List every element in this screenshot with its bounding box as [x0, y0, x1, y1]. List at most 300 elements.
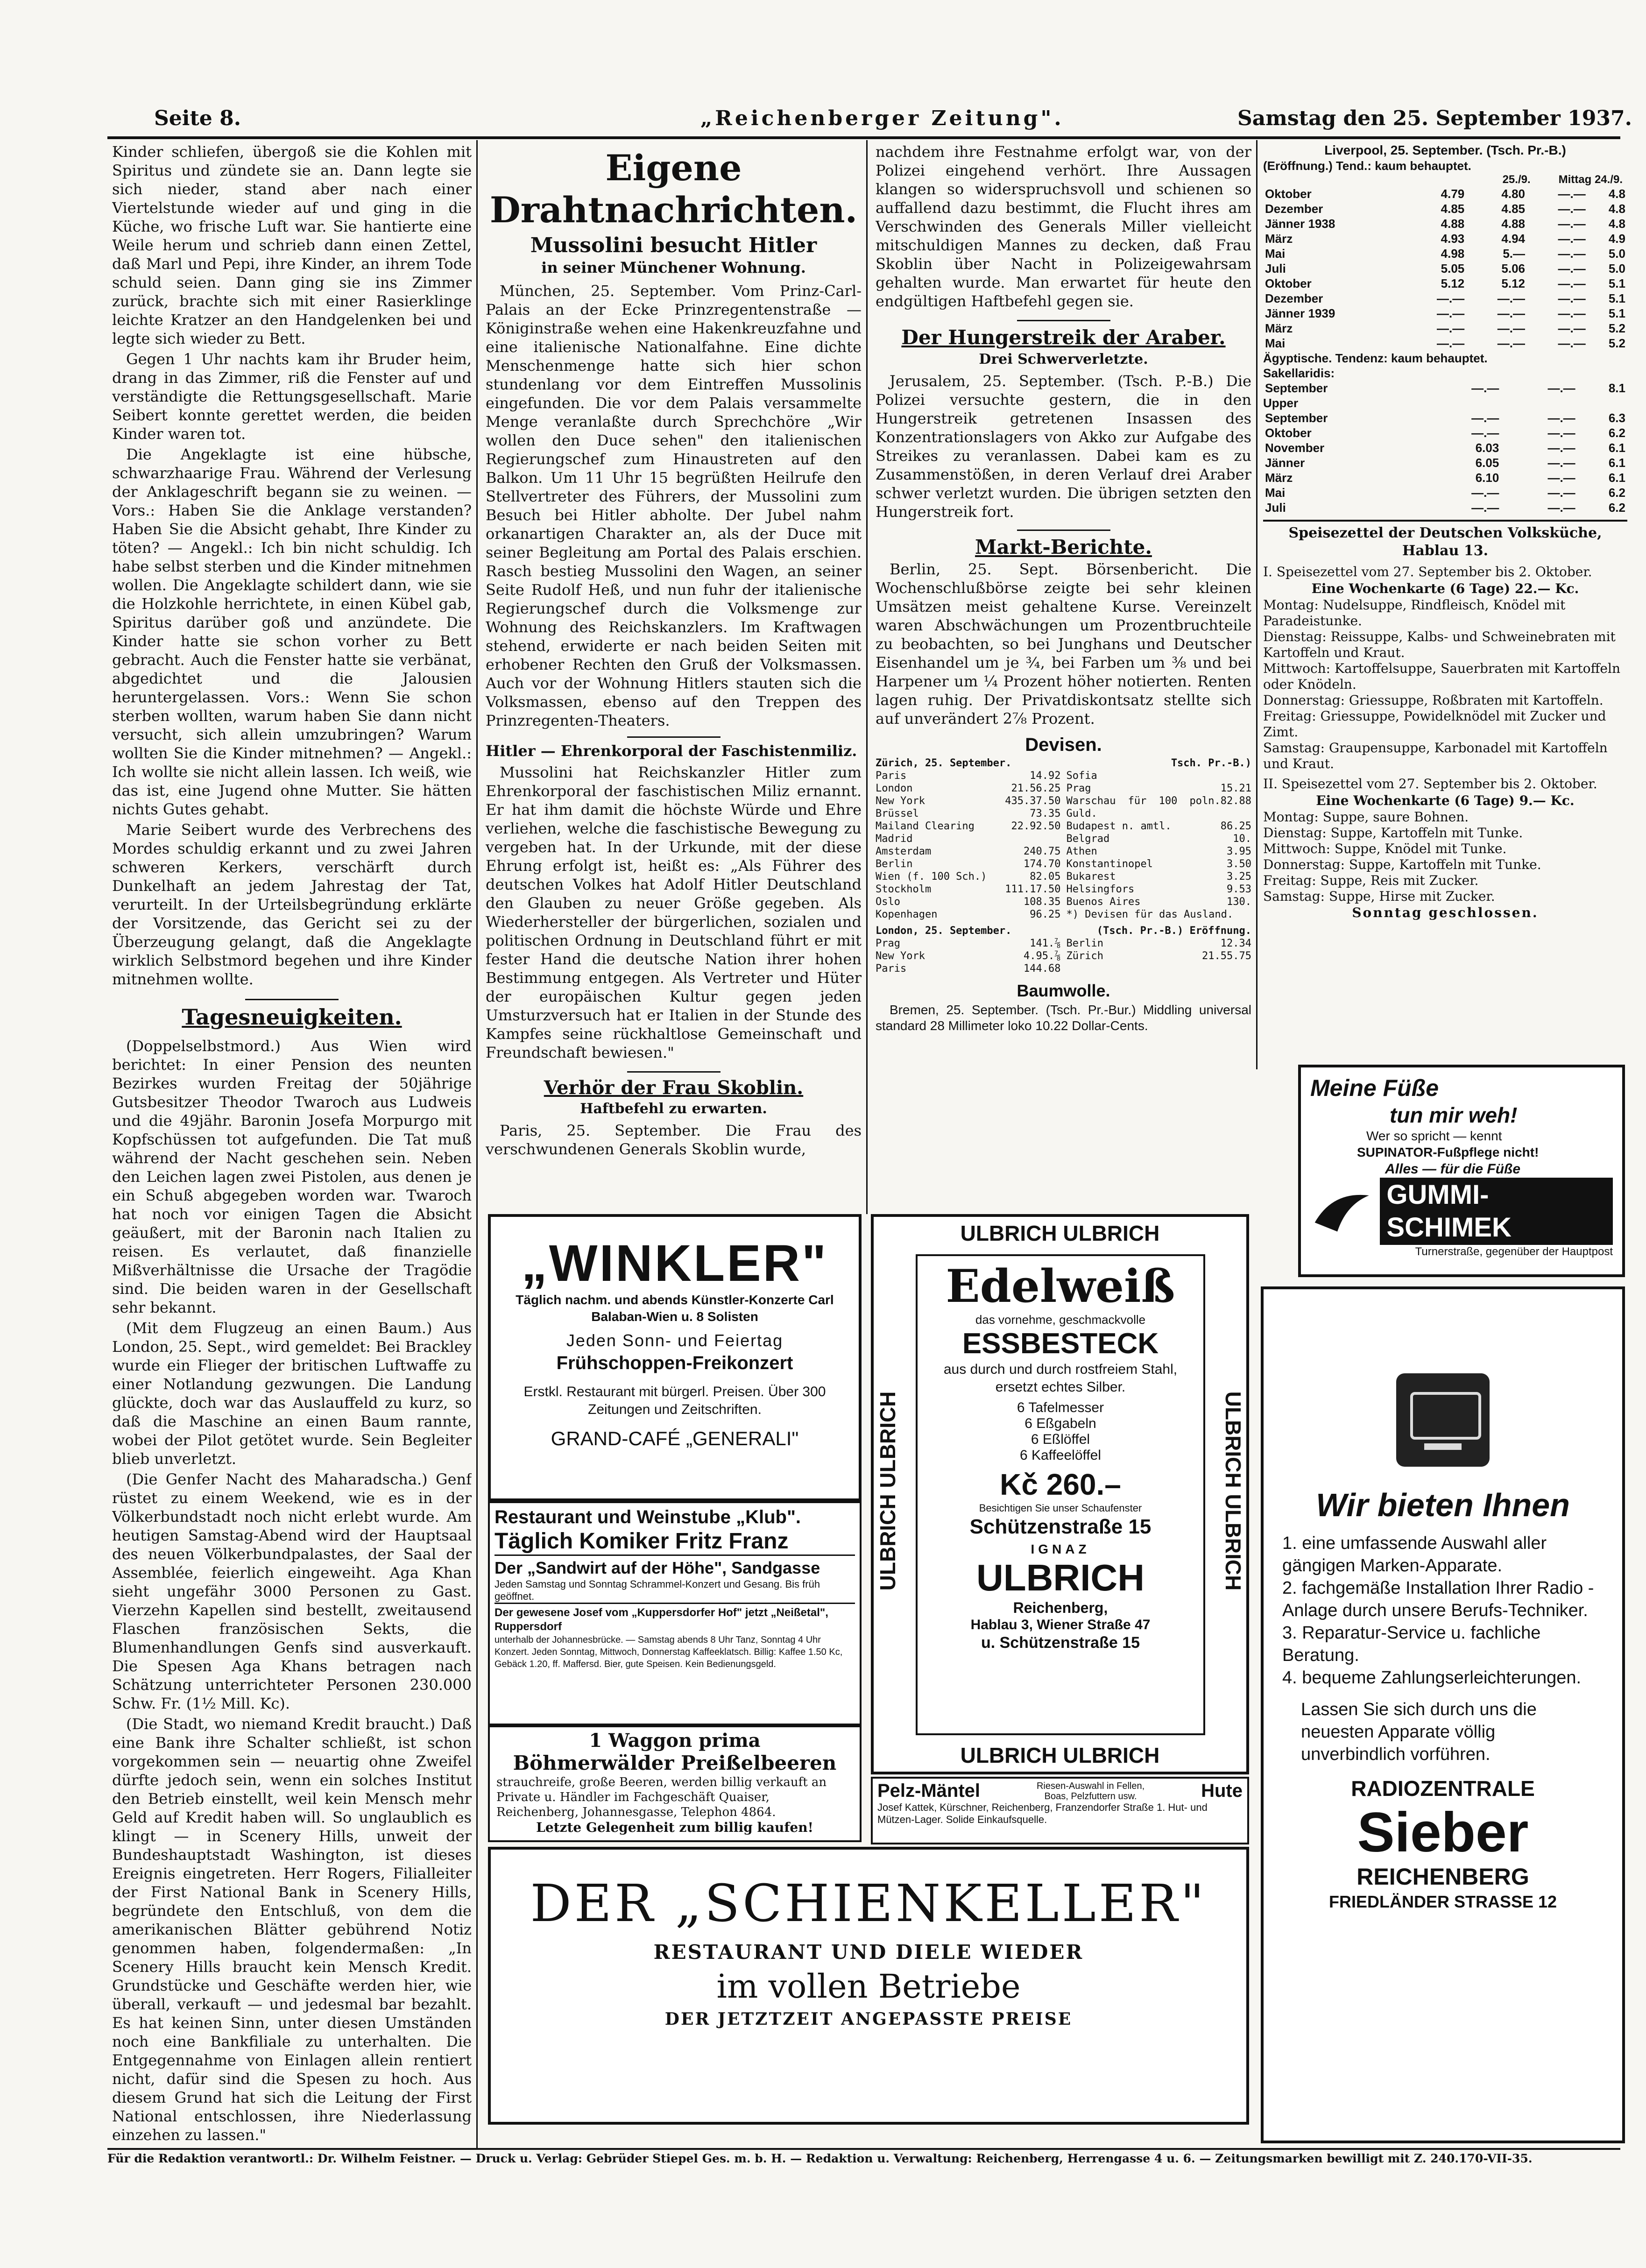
- london-row: [876, 937, 1061, 950]
- ad-text: REICHENBERG: [1356, 1864, 1529, 1890]
- table-row: [1263, 216, 1627, 231]
- menu-item: Freitag: Griessuppe, Powidelknödel mit Zucker und Zimt.: [1263, 708, 1606, 740]
- menu-item: Mittwoch: Kartoffelsuppe, Sauerbraten mit Kartoffeln oder Knödeln.: [1263, 661, 1620, 692]
- table-cell: —.—: [1547, 381, 1575, 395]
- table-row: [1263, 425, 1627, 440]
- table-cell: Mai: [1265, 247, 1286, 261]
- ad-text: Letzte Gelegenheit zum billig kaufen!: [536, 1820, 813, 1835]
- article-paragraph: Jerusalem, 25. September. (Tsch. P.-B.) Die Polizei versuchte gestern, die in den Hungerstreik getretenen Insassen des Konzentrationslagers von Akko zur Aufgabe des Streikes zu veranlassen. Dabei kam es zu Zusammenstößen, in deren Verlauf drei Araber schwer verletzt wurden. Die übrigen setzten den Hungerstreik fort.: [876, 372, 1251, 521]
- column-1: [112, 142, 472, 2146]
- table-cell: 4.8: [1608, 202, 1625, 216]
- devisen-row-label: Budapest n. amtl.: [1066, 820, 1172, 832]
- table-cell: —.—: [1437, 291, 1465, 305]
- london-row: [876, 962, 1061, 975]
- liverpool-heading: Liverpool, 25. September. (Tsch. Pr.-B.): [1324, 143, 1566, 157]
- table-cell: 5.05: [1441, 261, 1465, 276]
- ad-text: ULBRICH: [976, 1557, 1144, 1598]
- table-cell: —.—: [1547, 471, 1575, 485]
- london-row: [876, 950, 1061, 962]
- ad-text: Der „Sandwirt auf der Höhe", Sandgasse: [495, 1554, 855, 1578]
- devisen-row: [1067, 770, 1252, 782]
- speisezettel-1-list: [1263, 597, 1627, 772]
- devisen-row-label: Kopenhagen: [876, 909, 938, 920]
- table-cell: 6.2: [1608, 426, 1625, 440]
- ad-brand: GUMMI-SCHIMEK: [1380, 1178, 1613, 1245]
- devisen-row: [876, 845, 1061, 858]
- table-row: [1263, 231, 1627, 246]
- ad-text: Der gewesene Josef vom „Kuppersdorfer Hof" jetzt „Neißetal", Ruppersdorf: [495, 1603, 855, 1634]
- ad-text: das vornehme, geschmackvolle: [975, 1313, 1146, 1327]
- ad-text: ESSBESTECK: [962, 1328, 1159, 1360]
- menu-item: Montag: Nudelsuppe, Rindfleisch, Knödel mit Paradeistunke.: [1263, 597, 1566, 629]
- devisen-row: [1067, 820, 1252, 833]
- devisen-row-value: 108.35: [1024, 896, 1061, 908]
- article-paragraph: nachdem ihre Festnahme erfolgt war, von der Polizei eingehend verhört. Ihre Aussagen klangen so widerspruchsvoll und schienen so auffallend dazu bestimmt, die Flucht ihres am Verschwinden des Generals Miller vielleicht mitschuldigen Mannes zu decken, daß Frau Skoblin über Nacht in Polizeigewahrsam gehalten wurde. Man erwartet für heute den endgültigen Haftbefehl gegen sie.: [876, 143, 1251, 310]
- ad-text: Hablau 3, Wiener Straße 47: [970, 1617, 1151, 1632]
- london-row-value: 21.55.75: [1202, 950, 1251, 962]
- article-paragraph: (Doppelselbstmord.) Aus Wien wird berichtet: In einer Pension des neunten Bezirkes wurden Freitag der 50jährige Gutsbesitzer Theodor Twaroch aus Ludweis und die 49jähr. Baronin Josefa Morpurgo mit Kopfschüssen tot aufgefunden. Die Tat muß während der Nacht geschehen sein. Neben den Leichen lagen zwei Pistolen, aus denen je ein Schuß abgegeben worden war. Twaroch hat noch vor einigen Tagen die Absicht geäußert, mit der Baronin nach Italien zu reisen. Es verlautet, daß finanzielle Mißverhältnisse die Ursache der Tragödie sind. Die beiden waren in der Gesellschaft sehr bekannt.: [112, 1037, 472, 1316]
- devisen-row-value: 96.25: [1030, 909, 1061, 920]
- ad-text: Lassen Sie sich durch uns die neuesten Apparate völlig unverbindlich vorführen.: [1301, 1700, 1537, 1764]
- table-cell: März: [1265, 321, 1293, 335]
- speisezettel-2-price: Eine Wochenkarte (6 Tage) 9.— Kc.: [1316, 793, 1575, 808]
- table-cell: Dezember: [1265, 202, 1323, 216]
- devisen-row: [1067, 870, 1252, 883]
- article-paragraph: Mussolini hat Reichskanzler Hitler zum Ehrenkorporal der faschistischen Miliz ernannt. Er hat ihm damit die höchste Würde und Ehre verliehen, welche die faschistische Bewegung zu vergeben hat. In der Urkunde, mit der diese Ehrung erfolgt ist, heißt es: „Als Führer des deutschen Volkes hat Adolf Hitler Deutschland den Glauben zu neuer Größe gegeben. Als Wiederhersteller der bürgerlichen, sozialen und politischen Ordnung in Deutschland führt er mit fester Hand die deutsche Nation ihrer hohen Bestimmung entgegen. Als Vertreter und Hüter der europäischen Kultur gegen jeden Umsturzversuch hat er Italien in der Stunde des Kampfes seine rückhaltlose Gemeinschaft und Freundschaft bewiesen.": [486, 763, 862, 1061]
- article-paragraph: (Mit dem Flugzeug an einen Baum.) Aus London, 25. Sept., wird gemeldet: Bei Brackley wurde ein Flieger der britischen Luftwaffe zu einer Notlandung gezwungen. Die Landung glückte, doch war das Auslauffeld zu kurz, so daß die Maschine an einen Baum rannte, wobei der Pilot getötet wurde. Sein Begleiter blieb unverletzt.: [112, 1319, 472, 1468]
- menu-item: Dienstag: Reissuppe, Kalbs- und Schweinebraten mit Kartoffeln und Kraut.: [1263, 629, 1616, 660]
- table-cell: 5.06: [1501, 261, 1525, 276]
- table-cell: 4.88: [1501, 217, 1525, 231]
- london-row-label: Prag: [876, 938, 900, 949]
- article-paragraph: Gegen 1 Uhr nachts kam ihr Bruder heim, drang in das Zimmer, riß die Fenster auf und verständigte die Rettungsgesellschaft. Marie Seibert konnte gerettet werden, die beiden Kinder waren tot.: [112, 350, 472, 443]
- table-cell: 8.1: [1608, 381, 1625, 395]
- ad-brand: „WINKLER": [521, 1235, 828, 1292]
- table-cell: 5.12: [1501, 276, 1525, 290]
- london-row-label: Paris: [876, 963, 907, 975]
- devisen-row-value: 130.: [1227, 896, 1251, 908]
- london-row: [1067, 937, 1252, 950]
- sakel-heading: Sakellaridis:: [1263, 366, 1335, 380]
- table-cell: 4.80: [1501, 187, 1525, 201]
- devisen-row-label: Amsterdam: [876, 846, 932, 857]
- list-item: 6 Eßgabeln: [1024, 1416, 1096, 1431]
- table-cell: —.—: [1497, 336, 1525, 350]
- devisen-row-label: New York: [876, 795, 925, 807]
- table-cell: 6.1: [1608, 456, 1625, 470]
- table-cell: 4.79: [1441, 187, 1465, 201]
- devisen-row-label: Wien (f. 100 Sch.): [876, 871, 987, 883]
- table-cell: 5.2: [1608, 321, 1625, 335]
- table-cell: 4.98: [1441, 247, 1465, 261]
- table-cell: 6.2: [1608, 501, 1625, 515]
- table-cell: Dezember: [1265, 291, 1323, 305]
- column-4: [1263, 142, 1627, 1067]
- devisen-table: [876, 757, 1251, 975]
- devisen-row-label: Konstantinopel: [1066, 858, 1153, 870]
- menu-item: Montag: Suppe, saure Bohnen.: [1263, 809, 1469, 825]
- ad-text: Wer so spricht — kennt: [1366, 1129, 1502, 1143]
- speisezettel-2: II. Speisezettel vom 27. September bis 2. Oktober.: [1263, 776, 1597, 791]
- table-row: [1263, 381, 1627, 396]
- article-paragraph: Paris, 25. September. Die Frau des verschwundenen Generals Skoblin wurde,: [486, 1122, 862, 1158]
- table-cell: —.—: [1437, 321, 1465, 335]
- table-cell: 6.2: [1608, 486, 1625, 500]
- ad-text: SUPINATOR-Fußpflege nicht!: [1357, 1145, 1539, 1159]
- table-row: [1263, 276, 1627, 291]
- page-number: Seite 8.: [154, 106, 241, 130]
- ad-text: Besichtigen Sie unser Schaufenster: [979, 1502, 1142, 1514]
- ad-frame-text: ULBRICH ULBRICH: [876, 1391, 900, 1591]
- table-row: [1263, 410, 1627, 425]
- devisen-row-value: 174.70: [1024, 858, 1061, 870]
- column-divider: [476, 140, 478, 2148]
- devisen-row-label: Madrid: [876, 833, 913, 845]
- devisen-row-value: 435.37.50: [1005, 795, 1061, 807]
- devisen-row-label: Prag: [1066, 783, 1091, 794]
- devisen-row-value: 3.95: [1227, 846, 1251, 857]
- column-2: [486, 142, 862, 1202]
- table-cell: Jänner 1938: [1265, 217, 1335, 231]
- radio-device-icon: [1396, 1373, 1490, 1467]
- table-cell: Juli: [1265, 501, 1286, 515]
- devisen-row-label: Brüssel: [876, 808, 919, 820]
- ad-radio-sieber: [1261, 1286, 1625, 2143]
- liverpool-subheading: (Eröffnung.) Tend.: kaum behauptet.: [1263, 159, 1471, 173]
- ad-text: Meine Füße: [1310, 1075, 1439, 1101]
- radio-list: [1282, 1532, 1604, 1689]
- table-cell: —.—: [1558, 217, 1586, 231]
- ad-text: Hute: [1201, 1780, 1243, 1801]
- devisen-row-label: Oslo: [876, 896, 900, 908]
- table-cell: 4.8: [1608, 187, 1625, 201]
- table-cell: —.—: [1558, 202, 1586, 216]
- ad-price: Kč 260.–: [1000, 1468, 1121, 1501]
- devisen-row: [1067, 782, 1252, 795]
- table-row: [1263, 336, 1627, 351]
- menu-item: Samstag: Suppe, Hirse mit Zucker.: [1263, 889, 1495, 904]
- devisen-row: [876, 807, 1061, 820]
- devisen-row-label: *) Devisen für das Ausland.: [1066, 909, 1234, 920]
- ad-pelz: [871, 1777, 1249, 1844]
- devisen-row: [876, 782, 1061, 795]
- devisen-row-label: Warschau für 100 poln. Guld.: [1066, 795, 1221, 820]
- list-item: 6 Eßlöffel: [1031, 1432, 1090, 1447]
- table-cell: 6.03: [1475, 441, 1499, 455]
- table-cell: —.—: [1558, 291, 1586, 305]
- ad-text: Täglich Komiker Fritz Franz: [495, 1529, 789, 1554]
- table-cell: 4.85: [1441, 202, 1465, 216]
- ad-text: u. Schützenstraße 15: [981, 1634, 1140, 1652]
- london-row-value: 12.34: [1220, 938, 1251, 949]
- table-cell: März: [1265, 232, 1293, 246]
- table-cell: —.—: [1437, 336, 1465, 350]
- ad-text: 1 Waggon prima: [589, 1730, 761, 1752]
- ad-text: GRAND-CAFÉ „GENERALI": [551, 1427, 799, 1449]
- ad-list: [924, 1400, 1197, 1463]
- devisen-row-value: 15.21: [1220, 783, 1251, 794]
- article-subheadline: in seiner Münchener Wohnung.: [541, 259, 806, 276]
- agypt-heading: Ägyptische. Tendenz: kaum behauptet.: [1263, 351, 1488, 365]
- table-cell: Mai: [1265, 336, 1286, 350]
- speisezettel-2-list: [1263, 809, 1627, 904]
- table-cell: 6.1: [1608, 471, 1625, 485]
- devisen-right: [1067, 770, 1252, 921]
- london-row-value: 4.95.⅞: [1024, 950, 1061, 962]
- ad-ulbrich: [871, 1214, 1249, 1774]
- table-cell: —.—: [1558, 232, 1586, 246]
- devisen-row: [876, 833, 1061, 845]
- table-cell: Jänner 1939: [1265, 306, 1335, 320]
- ad-gummi-schimek: [1298, 1065, 1625, 1277]
- devisen-row: [876, 870, 1061, 883]
- table-cell: —.—: [1547, 411, 1575, 425]
- devisen-row-value: 9.53: [1227, 883, 1251, 895]
- ad-text: Täglich nachm. und abends Künstler-Konzerte Carl Balaban-Wien u. 8 Solisten: [516, 1293, 834, 1324]
- table-cell: 4.85: [1501, 202, 1525, 216]
- table-cell: —.—: [1547, 426, 1575, 440]
- table-cell: —.—: [1547, 501, 1575, 515]
- ad-brand: Edelweiß: [946, 1260, 1175, 1313]
- section-title: Eigene Drahtnachrichten.: [489, 147, 858, 231]
- table-row: [1263, 306, 1627, 321]
- liverpool-col: 25./9.: [1502, 173, 1531, 186]
- devisen-row: [876, 896, 1061, 908]
- table-cell: —.—: [1471, 486, 1499, 500]
- table-cell: Jänner: [1265, 456, 1305, 470]
- menu-item: Donnerstag: Griessuppe, Roßbraten mit Kartoffeln.: [1263, 692, 1604, 708]
- table-cell: 6.3: [1608, 411, 1625, 425]
- liverpool-table: [1263, 186, 1627, 351]
- footer-imprint: Für die Redaktion verantwortl.: Dr. Wilhelm Feistner. — Druck u. Verlag: Gebrüder Stiepel Ges. m. b. H. — Redaktion u. Verwaltung: Reichenberg, Herrengasse 4 u. 6. — Zeitungsmarken bewilligt mit Z. 240.170-VII-35.: [107, 2152, 1533, 2165]
- devisen-row-value: 82.05: [1030, 871, 1061, 883]
- table-cell: 4.9: [1608, 232, 1625, 246]
- devisen-row: [1067, 858, 1252, 870]
- table-cell: Mai: [1265, 486, 1286, 500]
- list-item: 6 Kaffeelöffel: [1019, 1448, 1102, 1463]
- table-cell: —.—: [1558, 306, 1586, 320]
- ad-text: Jeden Samstag und Sonntag Schrammel-Konzert und Gesang. Bis früh geöffnet.: [495, 1578, 820, 1602]
- table-cell: 5.1: [1608, 306, 1625, 320]
- ad-text: Josef Kattek, Kürschner, Reichenberg, Franzendorfer Straße 1. Hut- und Mützen-Lager. Solide Einkaufsquelle.: [877, 1802, 1208, 1825]
- list-item: 4. bequeme Zahlungserleichterungen.: [1282, 1668, 1582, 1688]
- ad-text: Riesen-Auswahl in Fellen, Boas, Pelzfuttern usw.: [1036, 1780, 1145, 1802]
- table-cell: 5.—: [1503, 247, 1525, 261]
- article-paragraph: Berlin, 25. Sept. Börsenbericht. Die Wochenschlußbörse zeigte bei sehr kleinen Umsätzen meist gehaltene Kurse. Vereinzelt waren Abschwächungen um Prozentbruchteile zu beobachten, so bei Junghans und Deutscher Eisenhandel um je ¾, bei Farben um ⅜ und bei Harpener um ¼ Prozent höher notierten. Renten lagen ruhig. Der Privatdiskontsatz stellte sich auf unverändert 2⅞ Prozent.: [876, 560, 1251, 728]
- article-paragraph: (Die Genfer Nacht des Maharadscha.) Genf rüstet zu einem Weekend, wie es in der Völkerbundstadt noch nicht erlebt wurde. Am heutigen Samstag-Abend wird der Hauptsaal des neuen Völkerbundpalastes, der Saal der Assemblée, feierlich eingeweiht. Aga Khan sieht ungefähr 3000 Personen zu Gast. Vierzehn Kapellen sind bestellt, zweitausend Flaschen französischen Sekts, die Blumenhandlungen Genfs sind ausverkauft. Die Spesen Aga Khans betragen nach Schätzung unterrichteter Personen 230.000 Schw. Fr. (1½ Mill. Kc).: [112, 1470, 472, 1712]
- ad-text: unterhalb der Johannesbrücke. — Samstag abends 8 Uhr Tanz, Sonntag 4 Uhr Konzert. Jeden Sonntag, Mittwoch, Donnerstag Kaffeeklatsch. Billig: Kaffee 1.50 Kc, Gebäck 1.20, ff. Maffersd. Bier, gute Speisen. Kein Bedienungsgeld.: [495, 1635, 843, 1669]
- london-row: [1067, 950, 1252, 962]
- london-right: [1067, 937, 1252, 975]
- table-cell: —.—: [1471, 411, 1499, 425]
- devisen-row-label: Athen: [1066, 846, 1097, 857]
- devisen-row-label: Belgrad: [1066, 833, 1110, 845]
- table-cell: September: [1265, 411, 1328, 425]
- devisen-head-right: Tsch. Pr.-B.): [1171, 757, 1251, 769]
- table-cell: —.—: [1558, 276, 1586, 290]
- speisezettel-closed: Sonntag geschlossen.: [1352, 905, 1539, 920]
- devisen-row: [876, 770, 1061, 782]
- devisen-row-label: Buenos Aires: [1066, 896, 1141, 908]
- london-head-right: (Tsch. Pr.-B.) Eröffnung.: [1096, 925, 1251, 937]
- ad-text: im vollen Betriebe: [716, 1967, 1021, 2006]
- menu-item: Freitag: Suppe, Reis mit Zucker.: [1263, 873, 1479, 888]
- menu-item: Donnerstag: Suppe, Kartoffeln mit Tunke.: [1263, 857, 1541, 872]
- article-paragraph: (Die Stadt, wo niemand Kredit braucht.) Daß eine Bank ihre Schalter schließt, ist schon vorgekommen sein — neuartig ohne Zweifel dürfte jedoch sein, wenn ein solches Institut den Betrieb einstellt, weil kein Mensch mehr Geld auf Kredit haben will. So unglaublich es klingt — in Scenery Hills, unweit der Bundeshauptstadt Washington, ist dieses Ereignis eingetreten. Herr Rogers, Filialleiter der First National Bank in Scenery Hills, begründete den Entschluß, von dem die amerikanischen Blätter gebührend Notiz genommen haben, folgendermaßen: „In Scenery Hills braucht kein Mensch Kredit. Grundstücke und Geschäfte werden hier, wie überall, verkauft — und jedesmal bar bezahlt. Es hat keinen Sinn, unter diesen Umständen noch eine Bankfiliale zu unterhalten. Die Entgegennahme von Einlagen allein rentiert nicht, dafür sind die Spesen zu hoch. Aus diesem Grund hat sich die Leitung der First National entschlossen, ihre Niederlassung einzehen zu lassen.": [112, 1715, 472, 2144]
- liverpool-col: Mittag 24./9.: [1558, 173, 1623, 186]
- table-row: [1263, 470, 1627, 485]
- table-cell: —.—: [1497, 291, 1525, 305]
- london-row-label: New York: [876, 950, 925, 962]
- table-cell: —.—: [1547, 441, 1575, 455]
- devisen-row: [876, 820, 1061, 833]
- ad-text: Erstkl. Restaurant mit bürgerl. Preisen. Über 300 Zeitungen und Zeitschriften.: [523, 1384, 826, 1417]
- devisen-row: [1067, 795, 1252, 820]
- ad-headline: Wir bieten Ihnen: [1316, 1487, 1570, 1523]
- ad-winkler: [488, 1214, 862, 1501]
- table-cell: September: [1265, 381, 1328, 395]
- list-item: 3. Reparatur-Service u. fachliche Beratung.: [1282, 1623, 1541, 1665]
- table-cell: —.—: [1437, 306, 1465, 320]
- ad-text: Frühschoppen-Freikonzert: [556, 1353, 793, 1373]
- ad-text: IGNAZ: [1031, 1542, 1090, 1556]
- devisen-row-value: 10.: [1233, 833, 1251, 845]
- devisen-row-value: 14.92: [1030, 770, 1061, 782]
- article-subheadline: Drei Schwerverletzte.: [979, 351, 1148, 367]
- column-3: [876, 142, 1251, 1212]
- devisen-row-value: 82.88: [1220, 795, 1251, 807]
- devisen-row: [876, 858, 1061, 870]
- table-row: [1263, 321, 1627, 336]
- table-cell: 6.1: [1608, 441, 1625, 455]
- ad-preisselbeeren: [488, 1725, 862, 1842]
- table-row: [1263, 261, 1627, 276]
- table-cell: Oktober: [1265, 187, 1312, 201]
- article-headline: Verhör der Frau Skoblin.: [544, 1077, 804, 1099]
- table-row: [1263, 455, 1627, 470]
- devisen-row-value: 3.50: [1227, 858, 1251, 870]
- table-row: [1263, 246, 1627, 261]
- london-head-left: London, 25. September.: [876, 925, 1012, 937]
- ad-text: RESTAURANT UND DIELE WIEDER: [653, 1941, 1084, 1964]
- table-cell: —.—: [1558, 187, 1586, 201]
- devisen-row-label: Stockholm: [876, 883, 932, 895]
- article-headline: Der Hungerstreik der Araber.: [901, 326, 1226, 349]
- table-cell: 5.0: [1608, 261, 1625, 276]
- devisen-row-label: Mailand Clearing: [876, 820, 975, 832]
- list-item: 1. eine umfassende Auswahl aller gängigen Marken-Apparate.: [1282, 1533, 1547, 1576]
- section-heading: Tagesneuigkeiten.: [182, 1004, 402, 1030]
- column-divider: [1256, 140, 1257, 1069]
- table-cell: —.—: [1547, 456, 1575, 470]
- ad-text: RADIOZENTRALE: [1351, 1776, 1535, 1801]
- devisen-row: [1067, 896, 1252, 908]
- ad-schienkeller: [488, 1847, 1249, 2125]
- london-row-value: 141.⅞: [1030, 938, 1061, 949]
- table-cell: —.—: [1471, 501, 1499, 515]
- table-row: [1263, 291, 1627, 306]
- speisezettel-1-price: Eine Wochenkarte (6 Tage) 22.— Kc.: [1311, 581, 1579, 596]
- devisen-row: [1067, 883, 1252, 896]
- table-cell: 6.05: [1475, 456, 1499, 470]
- article-headline: Hitler — Ehrenkorporal der Faschistenmiliz.: [486, 742, 857, 760]
- ad-text: FRIEDLÄNDER STRASSE 12: [1328, 1892, 1557, 1911]
- footer-rule: [107, 2148, 1620, 2150]
- newspaper-title: „Reichenberger Zeitung".: [700, 106, 1064, 130]
- ad-text: Restaurant und Weinstube „Klub".: [495, 1507, 801, 1527]
- table-row: [1263, 201, 1627, 216]
- table-cell: —.—: [1497, 306, 1525, 320]
- table-cell: 4.94: [1501, 232, 1525, 246]
- menu-item: Mittwoch: Suppe, Knödel mit Tunke.: [1263, 841, 1507, 856]
- table-cell: —.—: [1471, 381, 1499, 395]
- baumwolle-heading: Baumwolle.: [1017, 981, 1110, 1000]
- ad-text: strauchreife, große Beeren, werden billig verkauft an Private u. Händler im Fachgeschäft Quaiser, Reichenberg, Johannesgasse, Telephon 4864.: [496, 1775, 827, 1819]
- devisen-row-value: 3.25: [1227, 871, 1251, 883]
- devisen-row: [876, 908, 1061, 921]
- table-cell: März: [1265, 471, 1293, 485]
- table-cell: 5.1: [1608, 291, 1625, 305]
- devisen-row: [1067, 845, 1252, 858]
- ad-text: tun mir weh!: [1390, 1103, 1518, 1127]
- ad-frame-text: ULBRICH ULBRICH: [960, 1221, 1160, 1245]
- table-cell: Oktober: [1265, 426, 1312, 440]
- table-cell: 5.2: [1608, 336, 1625, 350]
- upper-heading: Upper: [1263, 396, 1299, 410]
- upper-table: [1263, 410, 1627, 515]
- table-row: [1263, 186, 1627, 201]
- table-cell: 5.12: [1441, 276, 1465, 290]
- devisen-row-value: 73.35: [1030, 808, 1061, 820]
- issue-date: Samstag den 25. September 1937.: [1237, 106, 1632, 130]
- article-paragraph: Marie Seibert wurde des Verbrechens des Mordes schuldig erkannt und zu zwei Jahren schweren Kerkers, verschärft durch Dunkelhaft an jedem Jahrestag der Tat, verurteilt. In der Urteilsbegründung erklärte der Vorsitzende, das Gericht sei zu der Überzeugung gelangt, daß die Angeklagte wirklich Selbstmord begehen und ihre Kinder mitnehmen wollte.: [112, 821, 472, 988]
- ad-text: Jeden Sonn- und Feiertag: [566, 1331, 784, 1350]
- list-item: 2. fachgemäße Installation Ihrer Radio - Anlage durch unsere Berufs-Techniker.: [1282, 1578, 1594, 1620]
- devisen-row: [1067, 908, 1252, 921]
- table-cell: —.—: [1497, 321, 1525, 335]
- table-cell: —.—: [1471, 426, 1499, 440]
- devisen-left: [876, 770, 1061, 921]
- article-subheadline: Haftbefehl zu erwarten.: [580, 1101, 767, 1117]
- table-row: [1263, 500, 1627, 515]
- devisen-row-label: London: [876, 783, 913, 794]
- table-cell: —.—: [1558, 336, 1586, 350]
- ad-frame-text: ULBRICH ULBRICH: [1221, 1391, 1245, 1591]
- ad-text: Reichenberg,: [1013, 1599, 1108, 1616]
- table-cell: 5.1: [1608, 276, 1625, 290]
- devisen-head-left: Zürich, 25. September.: [876, 757, 1012, 769]
- ad-text: Böhmerwälder Preißelbeeren: [513, 1752, 837, 1774]
- ad-brand: Sieber: [1357, 1801, 1529, 1864]
- devisen-row-value: 86.25: [1220, 820, 1251, 832]
- table-cell: —.—: [1558, 247, 1586, 261]
- ad-text: DER JETZTZEIT ANGEPASSTE PREISE: [664, 2009, 1073, 2029]
- menu-item: Dienstag: Suppe, Kartoffeln mit Tunke.: [1263, 825, 1523, 841]
- ad-klub: [488, 1501, 862, 1725]
- ad-text: aus durch und durch rostfreiem Stahl, ersetzt echtes Silber.: [943, 1362, 1178, 1395]
- table-cell: 5.0: [1608, 247, 1625, 261]
- devisen-row-label: Helsingfors: [1066, 883, 1135, 895]
- menu-item: Samstag: Graupensuppe, Karbonadel mit Kartoffeln und Kraut.: [1263, 740, 1608, 771]
- ad-text: Turnerstraße, gegenüber der Hauptpost: [1415, 1245, 1613, 1258]
- table-cell: 4.8: [1608, 217, 1625, 231]
- speisezettel-1: I. Speisezettel vom 27. September bis 2. Oktober.: [1263, 564, 1592, 579]
- table-cell: —.—: [1558, 261, 1586, 276]
- article-paragraph: Die Angeklagte ist eine hübsche, schwarzhaarige Frau. Während der Verlesung der Anklageschrift begann sie zu weinen. — Vors.: Haben Sie die Anklage verstanden? Haben Sie die Absicht gehabt, Ihre Kinder zu töten? — Angekl.: Ich bin nicht schuldig. Ich habe selbst sterben und die Kinder mitnehmen wollen. Die Angeklagte schildert dann, wie sie die Holzkohle herrichtete, in einen Kübel gab, Spiritus darüber goß und anzündete. Die Kinder hatte sie schon vorher zu Bett gebracht. Auch die Fenster hatte sie verbänat, abgedichtet und die Jalousien heruntergelassen. Vors.: Wenn Sie schon sterben wollten, warum haben Sie dann nicht versucht, sich allein umzubringen? Warum wollten Sie die Kinder mitnehmen? — Angekl.: Ich wollte sie nicht allein lassen. Ich weiß, wie das ist, eine Jugend ohne Mutter. Sie hätten nichts Gutes gehabt.: [112, 445, 472, 818]
- devisen-row-label: Bukarest: [1066, 871, 1116, 883]
- devisen-row-value: 240.75: [1024, 846, 1061, 857]
- table-cell: Oktober: [1265, 276, 1312, 290]
